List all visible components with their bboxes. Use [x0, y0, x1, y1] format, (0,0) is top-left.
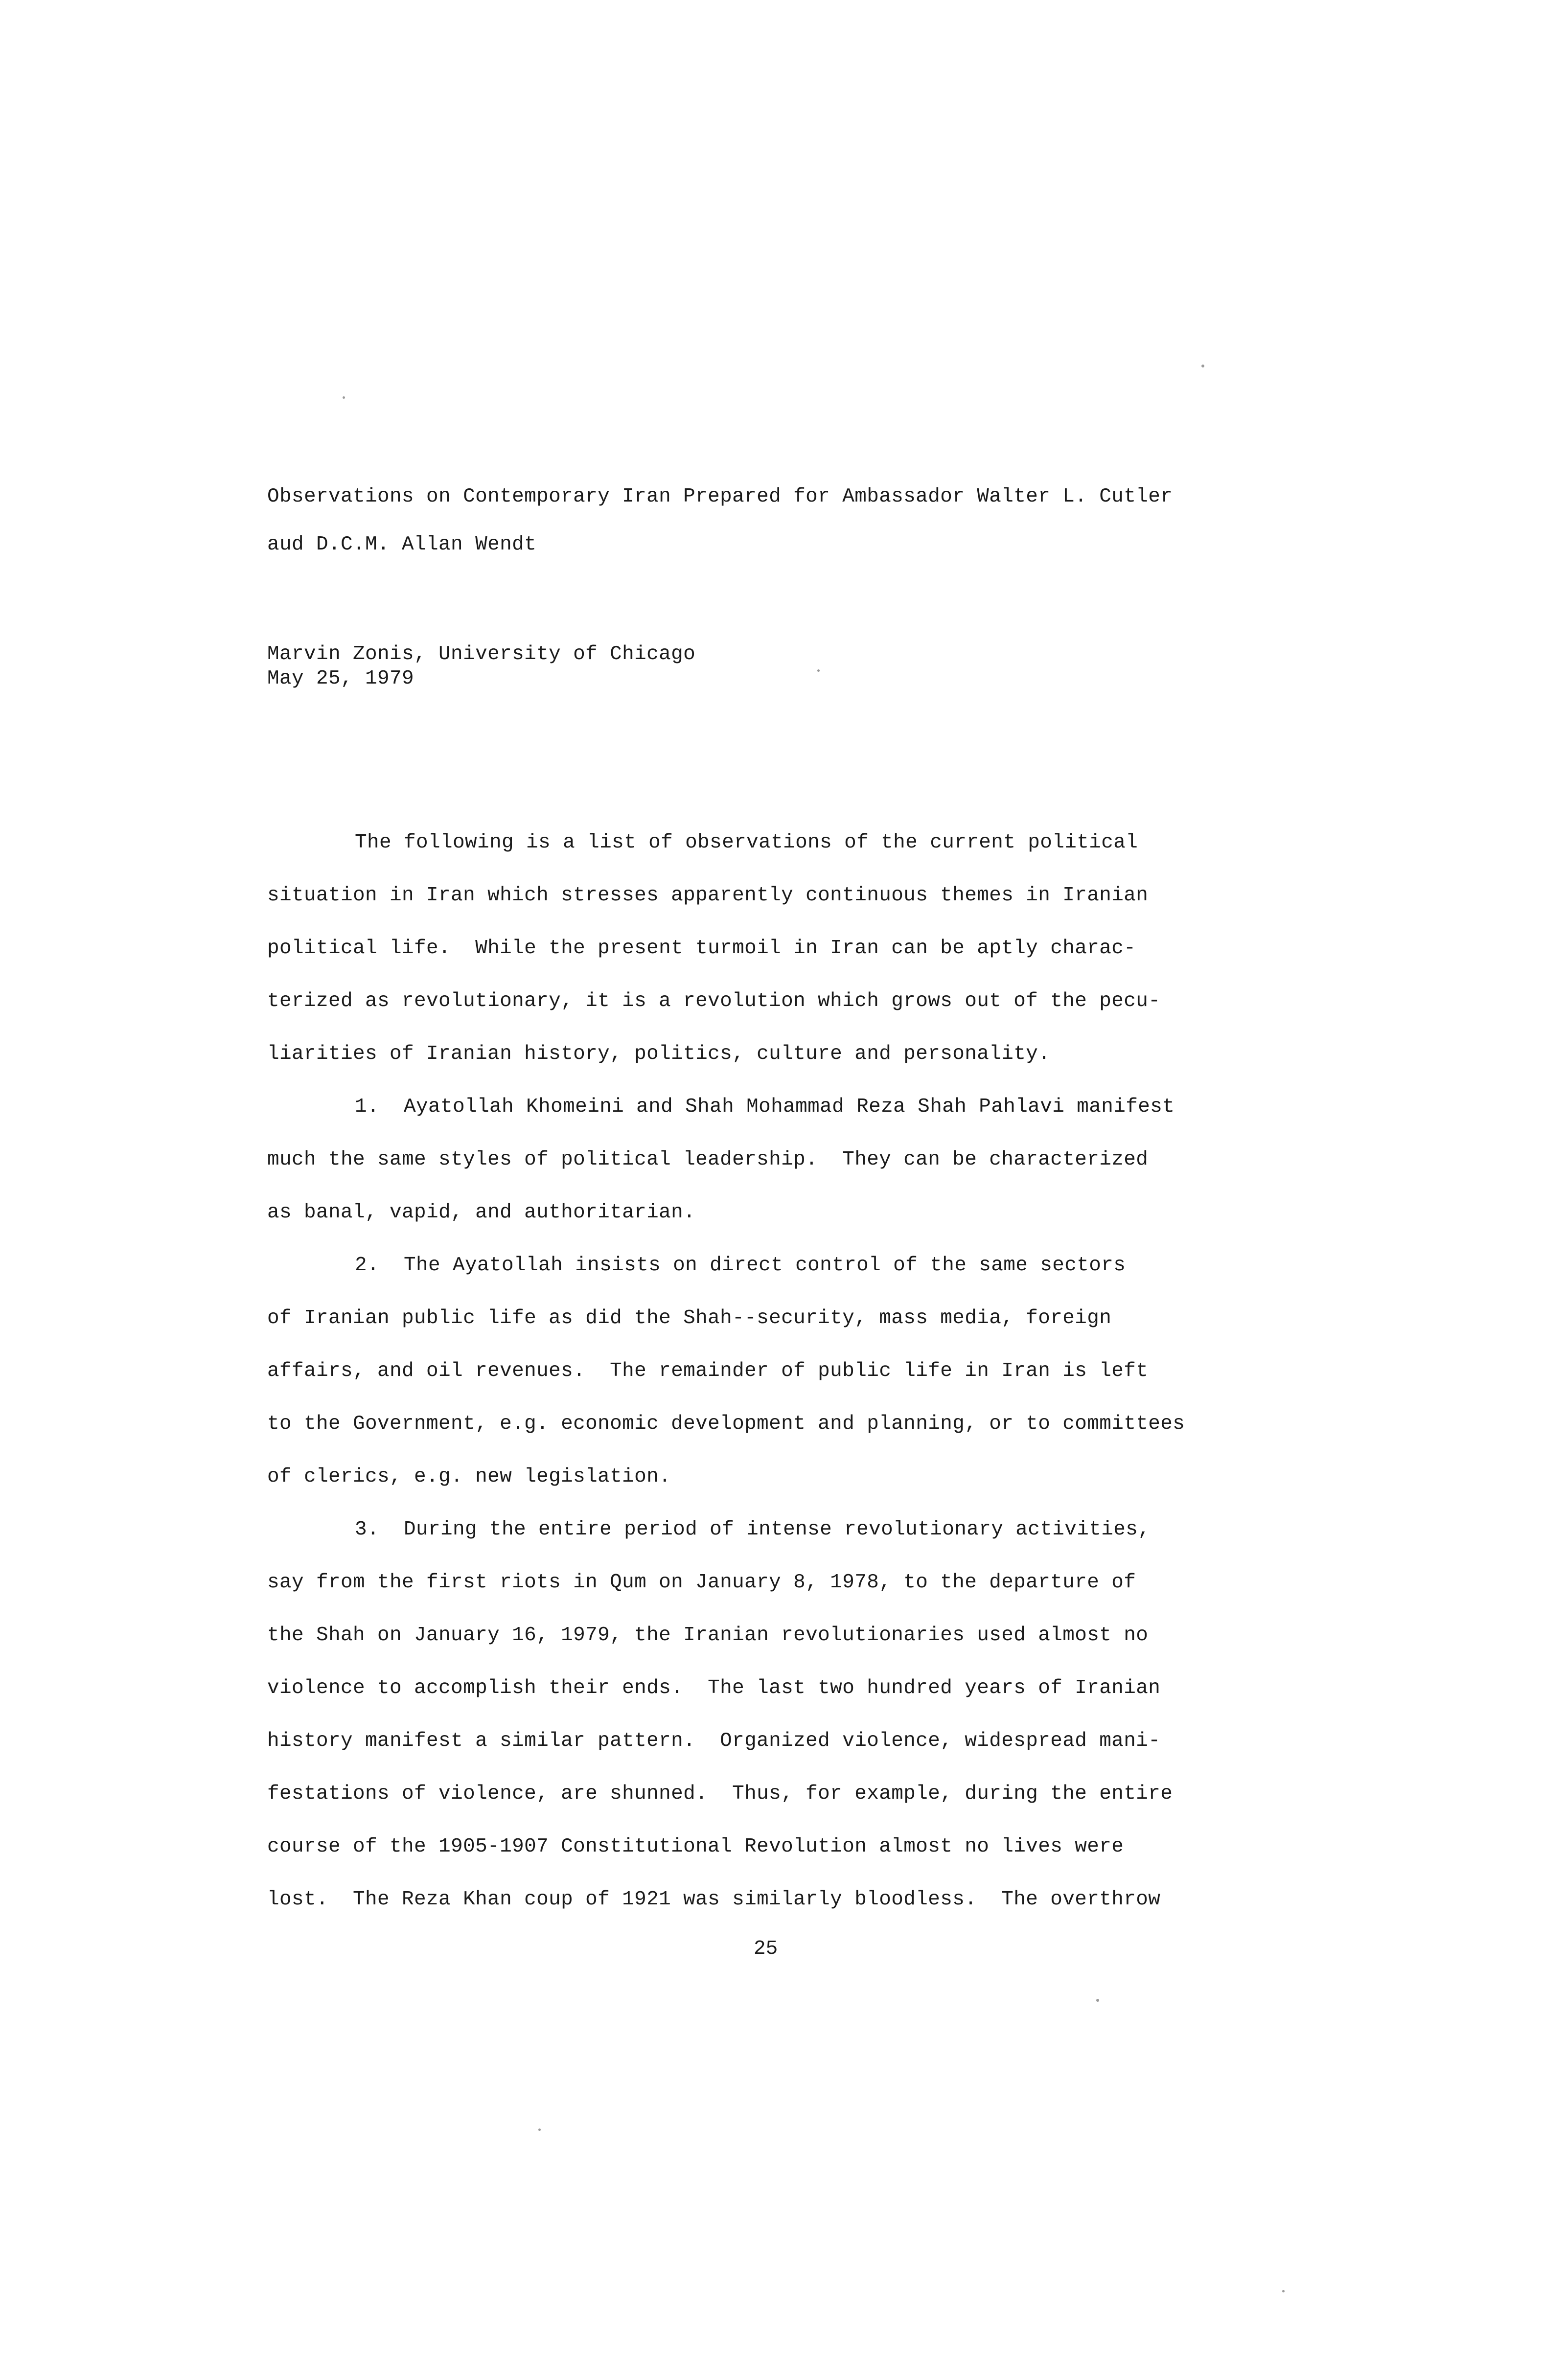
- item-2-line-2: of Iranian public life as did the Shah--security, mass media, foreign: [267, 1307, 1112, 1329]
- intro-line-3: political life. While the present turmoil in Iran can be aptly charac-: [267, 937, 1136, 960]
- intro-line-2: situation in Iran which stresses apparently continuous themes in Iranian: [267, 884, 1149, 907]
- scan-speck: [1201, 365, 1204, 367]
- item-3-line-6: festations of violence, are shunned. Thus, for example, during the entire: [267, 1783, 1173, 1805]
- scan-speck: [343, 396, 345, 399]
- scan-speck: [817, 669, 820, 672]
- item-3-line-7: course of the 1905-1907 Constitutional Revolution almost no lives were: [267, 1835, 1124, 1858]
- date-line: May 25, 1979: [267, 667, 415, 690]
- author-line: Marvin Zonis, University of Chicago: [267, 643, 696, 665]
- item-1-line-1: 1. Ayatollah Khomeini and Shah Mohammad Reza Shah Pahlavi manifest: [355, 1096, 1175, 1118]
- item-2-line-4: to the Government, e.g. economic development and planning, or to committees: [267, 1413, 1185, 1435]
- item-3-line-1: 3. During the entire period of intense revolutionary activities,: [355, 1518, 1151, 1541]
- item-3-line-3: the Shah on January 16, 1979, the Iranian revolutionaries used almost no: [267, 1624, 1149, 1647]
- intro-line-4: terized as revolutionary, it is a revolution which grows out of the pecu-: [267, 990, 1161, 1012]
- scan-speck: [1282, 2290, 1285, 2292]
- item-3-line-4: violence to accomplish their ends. The last two hundred years of Iranian: [267, 1677, 1161, 1699]
- document-title-line-1: Observations on Contemporary Iran Prepared for Ambassador Walter L. Cutler: [267, 485, 1173, 508]
- item-2-line-5: of clerics, e.g. new legislation.: [267, 1465, 671, 1488]
- scan-speck: [538, 2128, 541, 2131]
- page-number: 25: [754, 1938, 778, 1960]
- document-title-line-2: aud D.C.M. Allan Wendt: [267, 533, 537, 556]
- intro-line-1: The following is a list of observations of the current political: [355, 831, 1138, 854]
- item-1-line-3: as banal, vapid, and authoritarian.: [267, 1201, 696, 1224]
- item-1-line-2: much the same styles of political leadership. They can be characterized: [267, 1148, 1149, 1171]
- item-3-line-2: say from the first riots in Qum on January 8, 1978, to the departure of: [267, 1571, 1136, 1594]
- item-3-line-5: history manifest a similar pattern. Organized violence, widespread mani-: [267, 1730, 1161, 1752]
- scan-speck: [1096, 1999, 1099, 2002]
- intro-line-5: liarities of Iranian history, politics, culture and personality.: [267, 1043, 1051, 1065]
- item-2-line-3: affairs, and oil revenues. The remainder of public life in Iran is left: [267, 1360, 1149, 1382]
- item-2-line-1: 2. The Ayatollah insists on direct control of the same sectors: [355, 1254, 1126, 1277]
- item-3-line-8: lost. The Reza Khan coup of 1921 was similarly bloodless. The overthrow: [267, 1888, 1161, 1911]
